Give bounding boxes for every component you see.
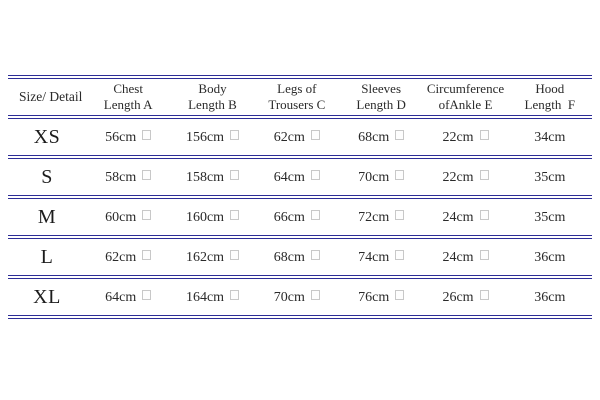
measurement-cell-hood	[508, 208, 592, 226]
body-value: 156cm	[185, 130, 225, 145]
column-header-line1: Hood	[535, 81, 565, 96]
sleeves-value: 70cm	[358, 170, 390, 185]
missing-glyph-box-icon	[230, 170, 239, 180]
column-header-line1: Sleeves	[361, 81, 402, 96]
corner-header	[8, 89, 86, 105]
missing-glyph-box-icon	[480, 250, 489, 260]
sleeves-value: 76cm	[358, 290, 390, 305]
size-label	[8, 126, 86, 149]
measurement-cell-ankle	[423, 128, 507, 146]
column-header-line1: Body	[198, 81, 227, 96]
measurement-cell-legs	[255, 208, 339, 226]
missing-glyph-box-icon	[142, 130, 151, 140]
measurement-cell-ankle	[423, 208, 507, 226]
measurement-cell-ankle	[423, 248, 507, 266]
column-header-hood	[508, 81, 592, 113]
size-label	[8, 246, 86, 269]
missing-glyph-box-icon	[230, 210, 239, 220]
column-header-line1: Circumference	[426, 81, 505, 96]
table-row-l	[8, 239, 592, 275]
measurement-cell-ankle	[423, 168, 507, 186]
measurement-cell-sleeves	[339, 128, 423, 146]
legs-value: 62cm	[273, 130, 305, 145]
measurement-cell-chest	[86, 208, 170, 226]
size-text: M	[37, 205, 57, 228]
size-label	[8, 206, 86, 229]
missing-glyph-box-icon	[480, 210, 489, 220]
size-text: L	[40, 245, 54, 268]
chest-value: 58cm	[105, 170, 137, 185]
column-header-line2: Length A	[103, 97, 153, 112]
measurement-cell-chest	[86, 128, 170, 146]
ankle-value: 26cm	[442, 290, 474, 305]
body-value: 158cm	[185, 170, 225, 185]
hood-value: 34cm	[534, 130, 566, 145]
table-row-xl	[8, 279, 592, 315]
hood-value: 35cm	[534, 170, 566, 185]
hood-value: 36cm	[534, 250, 566, 265]
legs-value: 68cm	[273, 250, 305, 265]
table-row-s	[8, 159, 592, 195]
column-header-line2: Length F	[524, 97, 576, 112]
measurement-cell-hood	[508, 168, 592, 186]
column-header-ankle	[423, 81, 507, 113]
measurement-cell-chest	[86, 248, 170, 266]
measurement-cell-body	[170, 248, 254, 266]
measurement-cell-sleeves	[339, 248, 423, 266]
ankle-value: 22cm	[442, 130, 474, 145]
sleeves-value: 74cm	[358, 250, 390, 265]
missing-glyph-box-icon	[480, 130, 489, 140]
missing-glyph-box-icon	[311, 130, 320, 140]
column-header-line1: Chest	[113, 81, 143, 96]
size-label	[8, 166, 86, 189]
size-text: XL	[33, 285, 61, 308]
chest-value: 62cm	[105, 250, 137, 265]
body-value: 160cm	[185, 210, 225, 225]
size-text: XS	[33, 125, 61, 148]
column-header-line2: ofAnkle E	[438, 97, 493, 112]
measurement-cell-sleeves	[339, 208, 423, 226]
measurement-cell-hood	[508, 128, 592, 146]
missing-glyph-box-icon	[311, 290, 320, 300]
sleeves-value: 72cm	[358, 210, 390, 225]
missing-glyph-box-icon	[311, 250, 320, 260]
body-value: 164cm	[185, 290, 225, 305]
legs-value: 70cm	[273, 290, 305, 305]
size-chart-table	[8, 75, 592, 319]
missing-glyph-box-icon	[230, 130, 239, 140]
missing-glyph-box-icon	[395, 170, 404, 180]
measurement-cell-chest	[86, 168, 170, 186]
measurement-cell-body	[170, 208, 254, 226]
measurement-cell-hood	[508, 248, 592, 266]
chest-value: 60cm	[105, 210, 137, 225]
column-header-line2: Length B	[188, 97, 237, 112]
measurement-cell-legs	[255, 248, 339, 266]
measurement-cell-body	[170, 128, 254, 146]
missing-glyph-box-icon	[311, 170, 320, 180]
column-header-body	[170, 81, 254, 113]
column-header-legs	[255, 81, 339, 113]
missing-glyph-box-icon	[395, 250, 404, 260]
measurement-cell-hood	[508, 288, 592, 306]
missing-glyph-box-icon	[395, 290, 404, 300]
ankle-value: 24cm	[442, 210, 474, 225]
missing-glyph-box-icon	[395, 210, 404, 220]
missing-glyph-box-icon	[480, 170, 489, 180]
chest-value: 64cm	[105, 290, 137, 305]
missing-glyph-box-icon	[142, 290, 151, 300]
missing-glyph-box-icon	[480, 290, 489, 300]
measurement-cell-legs	[255, 168, 339, 186]
measurement-cell-legs	[255, 288, 339, 306]
table-bottom-rule	[8, 315, 592, 319]
legs-value: 66cm	[273, 210, 305, 225]
chest-value: 56cm	[105, 130, 137, 145]
missing-glyph-box-icon	[142, 170, 151, 180]
measurement-cell-sleeves	[339, 288, 423, 306]
column-header-chest	[86, 81, 170, 113]
ankle-value: 24cm	[442, 250, 474, 265]
missing-glyph-box-icon	[230, 250, 239, 260]
corner-header-label: Size/ Detail	[19, 89, 83, 104]
measurement-cell-body	[170, 288, 254, 306]
size-text: S	[41, 165, 53, 188]
table-header-row	[8, 79, 592, 115]
measurement-cell-body	[170, 168, 254, 186]
body-value: 162cm	[185, 250, 225, 265]
measurement-cell-legs	[255, 128, 339, 146]
ankle-value: 22cm	[442, 170, 474, 185]
hood-value: 35cm	[534, 210, 566, 225]
hood-value: 36cm	[534, 290, 566, 305]
table-row-m	[8, 199, 592, 235]
missing-glyph-box-icon	[311, 210, 320, 220]
column-header-sleeves	[339, 81, 423, 113]
measurement-cell-chest	[86, 288, 170, 306]
missing-glyph-box-icon	[230, 290, 239, 300]
legs-value: 64cm	[273, 170, 305, 185]
column-header-line2: Length D	[356, 97, 406, 112]
missing-glyph-box-icon	[395, 130, 404, 140]
missing-glyph-box-icon	[142, 250, 151, 260]
column-header-line2: Trousers C	[268, 97, 326, 112]
sleeves-value: 68cm	[358, 130, 390, 145]
table-row-xs	[8, 119, 592, 155]
size-label	[8, 286, 86, 309]
measurement-cell-sleeves	[339, 168, 423, 186]
column-header-line1: Legs of	[277, 81, 317, 96]
measurement-cell-ankle	[423, 288, 507, 306]
missing-glyph-box-icon	[142, 210, 151, 220]
